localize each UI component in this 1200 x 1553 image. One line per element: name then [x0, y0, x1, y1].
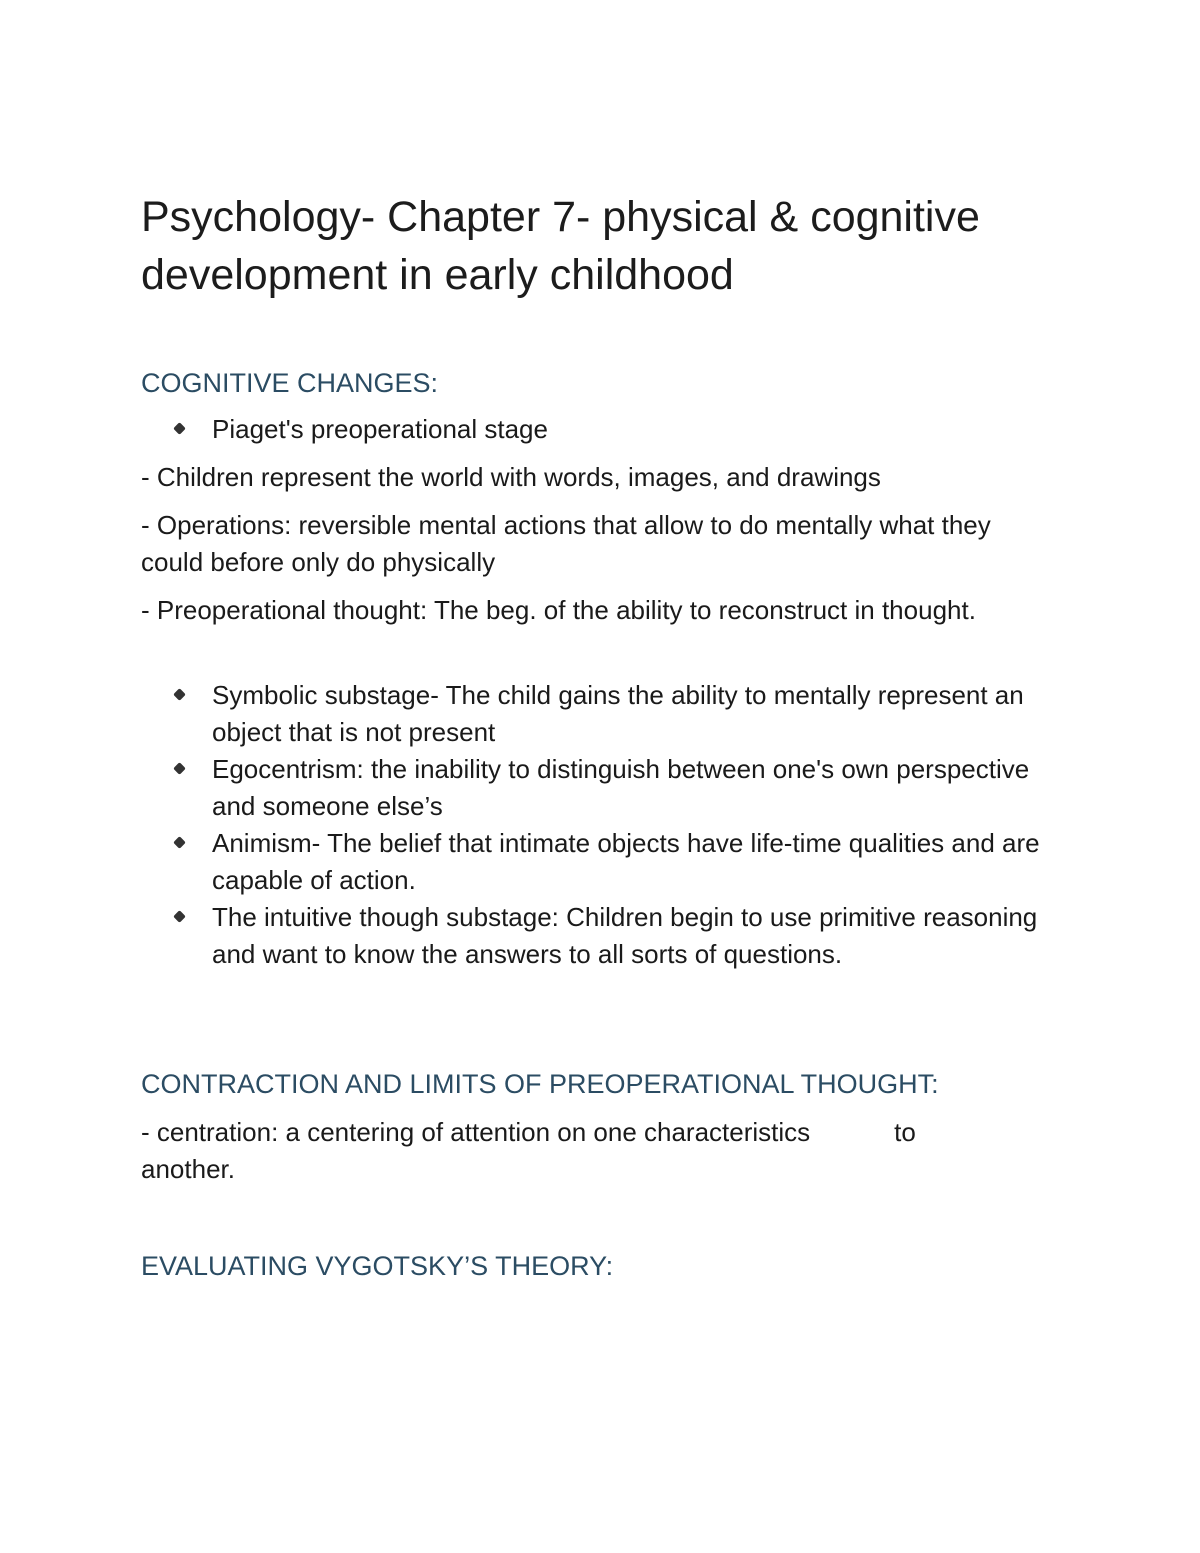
list-item-text: Piaget's preoperational stage — [212, 414, 548, 444]
paragraph-centration — [141, 1114, 1041, 1188]
heading-contraction-limits: CONTRACTION AND LIMITS OF PREOPERATIONAL THOUGHT: — [141, 1069, 939, 1099]
list-item — [141, 825, 1051, 899]
bullet-list-piaget — [141, 411, 1051, 448]
paragraph: - Operations: reversible mental actions that allow to do mentally what they could before only do physically — [141, 510, 991, 577]
bullet-list-substages — [141, 677, 1051, 973]
centration-to: to — [894, 1117, 916, 1147]
centration-end: another. — [141, 1154, 235, 1184]
page-title: Psychology- Chapter 7- physical & cognitive development in early childhood — [141, 193, 980, 299]
list-item-text: Egocentrism: the inability to distinguish between one's own perspective and someone else’s — [212, 754, 1030, 821]
bullet-icon — [173, 762, 186, 775]
list-item-text: Animism- The belief that intimate objects have life-time qualities and are capable of action. — [212, 828, 1040, 895]
list-item — [141, 751, 1051, 825]
heading-vygotsky: EVALUATING VYGOTSKY’S THEORY: — [141, 1251, 614, 1281]
paragraph: - Children represent the world with words, images, and drawings — [141, 462, 881, 492]
paragraph: - Preoperational thought: The beg. of the ability to reconstruct in thought. — [141, 595, 976, 625]
centration-text: - centration: a centering of attention on one characteristics — [141, 1117, 811, 1147]
list-item — [141, 411, 1051, 448]
list-item-text: Symbolic substage- The child gains the ability to mentally represent an object that is not present — [212, 680, 1024, 747]
heading-cognitive-changes: COGNITIVE CHANGES: — [141, 368, 439, 398]
list-item — [141, 677, 1051, 751]
list-item — [141, 899, 1051, 973]
list-item-text: The intuitive though substage: Children begin to use primitive reasoning and want to know the answers to all sorts of questions. — [212, 902, 1038, 969]
bullet-icon — [173, 688, 186, 701]
bullet-icon — [173, 422, 186, 435]
bullet-icon — [173, 836, 186, 849]
bullet-icon — [173, 910, 186, 923]
